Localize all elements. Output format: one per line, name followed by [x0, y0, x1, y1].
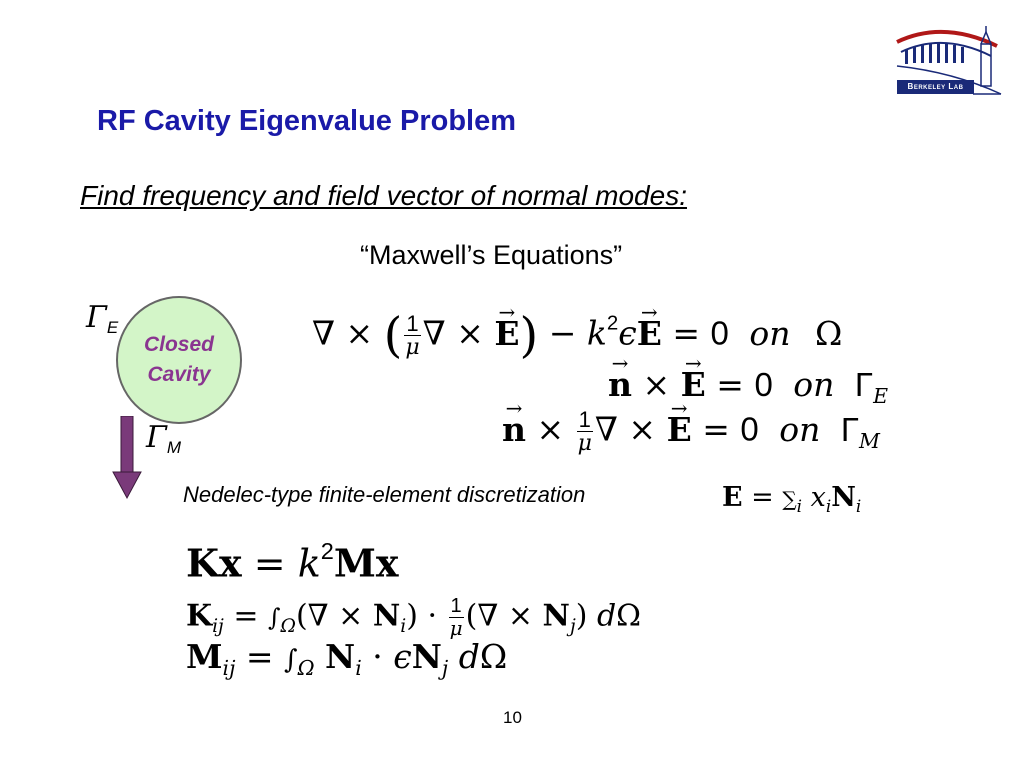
boundary-condition-electric: → n × → E = 0 on $\Gamma_E$	[608, 368, 888, 407]
mass-matrix-equation: $M_{ij} = \int_\Omega$ $N_i \cdot \epsilon N_j$ dΩ	[186, 637, 508, 681]
logo-text: Berkeley Lab	[897, 80, 974, 94]
omega-symbol: Ω	[815, 313, 843, 353]
cavity-label-line1: Closed	[143, 333, 214, 356]
page-number: 10	[503, 708, 522, 727]
down-arrow-icon	[112, 416, 142, 500]
stiffness-matrix-equation: $K_{ij} = \int_\Omega(\nabla \times N_i)$ · $\frac{1}{\mu}$ (∇ × $N_j$) dΩ	[186, 595, 642, 640]
gamma-symbol: Γ	[854, 366, 874, 403]
gamma-symbol: Γ	[840, 410, 860, 448]
gamma-e-subscript: E	[106, 318, 119, 337]
generalized-eigenvalue-equation: $Kx = k^2Mx$	[186, 538, 399, 586]
gamma-m-label	[146, 420, 181, 458]
gamma-symbol: Γ	[146, 420, 167, 455]
cavity-label-line2: Cavity	[147, 363, 211, 386]
on-word: on	[749, 313, 791, 353]
slide-subtitle: Find frequency and field vector of normal modes:	[80, 180, 687, 211]
on-word: on	[793, 365, 835, 404]
discretization-caption: Nedelec-type finite-element discretization	[183, 482, 586, 507]
closed-cavity-diagram	[116, 296, 242, 424]
gamma-e-subscript: E	[873, 384, 889, 409]
gamma-e-label	[86, 300, 118, 338]
field-expansion-equation: $E = \sum_i$ $x_iN_i$	[722, 482, 862, 516]
boundary-condition-magnetic: → n × $\frac{1}{\mu}$ ∇ × → E = 0 on $\Gamma_M$	[502, 408, 880, 455]
on-word: on	[779, 409, 821, 449]
maxwell-equation-domain: ∇ × ( $\frac{1}{\mu}$ ∇ × → $E) - k^2\epsilon\to E = 0$ on Ω	[312, 312, 842, 359]
gamma-m-subscript: M	[166, 438, 181, 457]
slide-title: RF Cavity Eigenvalue Problem	[97, 105, 517, 137]
gamma-symbol: Γ	[86, 300, 107, 335]
gamma-m-subscript: M	[859, 428, 880, 453]
maxwell-caption: “Maxwell’s Equations”	[360, 240, 623, 270]
